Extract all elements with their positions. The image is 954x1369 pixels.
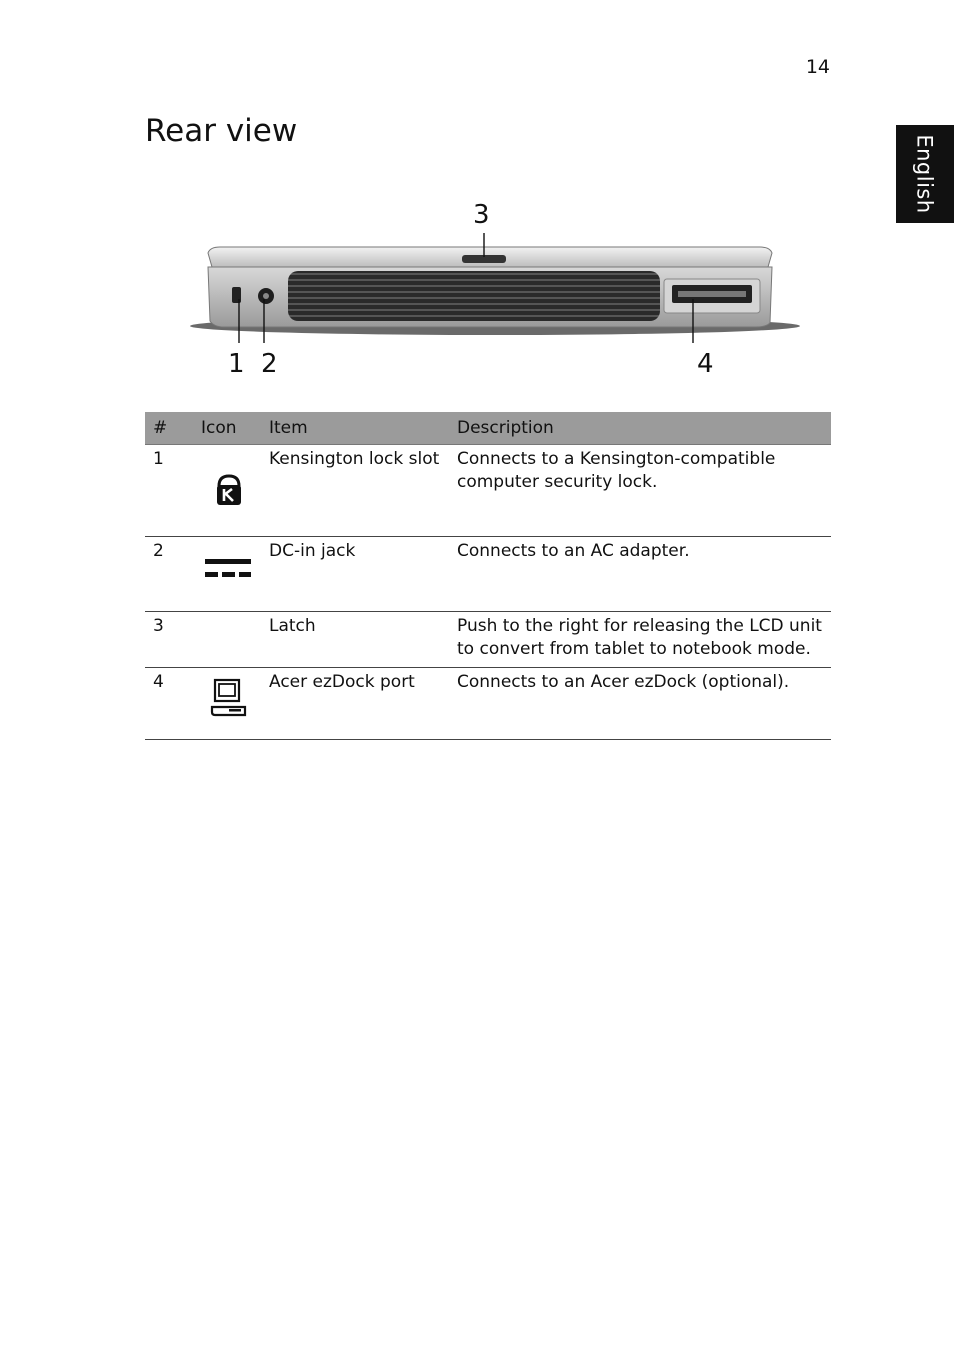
dc-in-icon [203, 556, 253, 586]
callout-3: 3 [473, 200, 490, 230]
row-item: Acer ezDock port [261, 668, 449, 740]
row-num: 3 [145, 612, 193, 668]
row-icon-cell [193, 445, 261, 537]
header-item: Item [261, 412, 449, 445]
page-number: 14 [805, 56, 830, 78]
header-icon: Icon [193, 412, 261, 445]
row-icon-cell [193, 668, 261, 740]
laptop-rear-illustration [180, 195, 810, 385]
row-num: 4 [145, 668, 193, 740]
row-item: DC-in jack [261, 537, 449, 612]
row-icon-cell [193, 612, 261, 668]
callout-4: 4 [697, 349, 714, 379]
page-title: Rear view [145, 113, 298, 149]
kensington-lock-icon [209, 470, 249, 510]
rear-view-table [145, 412, 831, 740]
dock-port-icon [209, 677, 249, 721]
rear-view-figure [180, 195, 810, 385]
row-icon-cell [193, 537, 261, 612]
row-item: Latch [261, 612, 449, 668]
table-row [145, 445, 831, 537]
table-row [145, 668, 831, 740]
callout-2: 2 [261, 349, 278, 379]
row-description: Connects to an Acer ezDock (optional). [449, 668, 831, 740]
header-num: # [145, 412, 193, 445]
row-num: 2 [145, 537, 193, 612]
row-item: Kensington lock slot [261, 445, 449, 537]
row-num: 1 [145, 445, 193, 537]
callout-1: 1 [228, 349, 245, 379]
language-tab [896, 125, 954, 223]
header-description: Description [449, 412, 831, 445]
table-header-row [145, 412, 831, 445]
battery-pack [288, 271, 660, 321]
table-row [145, 612, 831, 668]
row-description: Connects to an AC adapter. [449, 537, 831, 612]
row-description: Connects to a Kensington-compatible computer security lock. [449, 445, 831, 537]
language-tab-label: English [913, 134, 938, 214]
table-row [145, 537, 831, 612]
row-description: Push to the right for releasing the LCD unit to convert from tablet to notebook mode. [449, 612, 831, 668]
